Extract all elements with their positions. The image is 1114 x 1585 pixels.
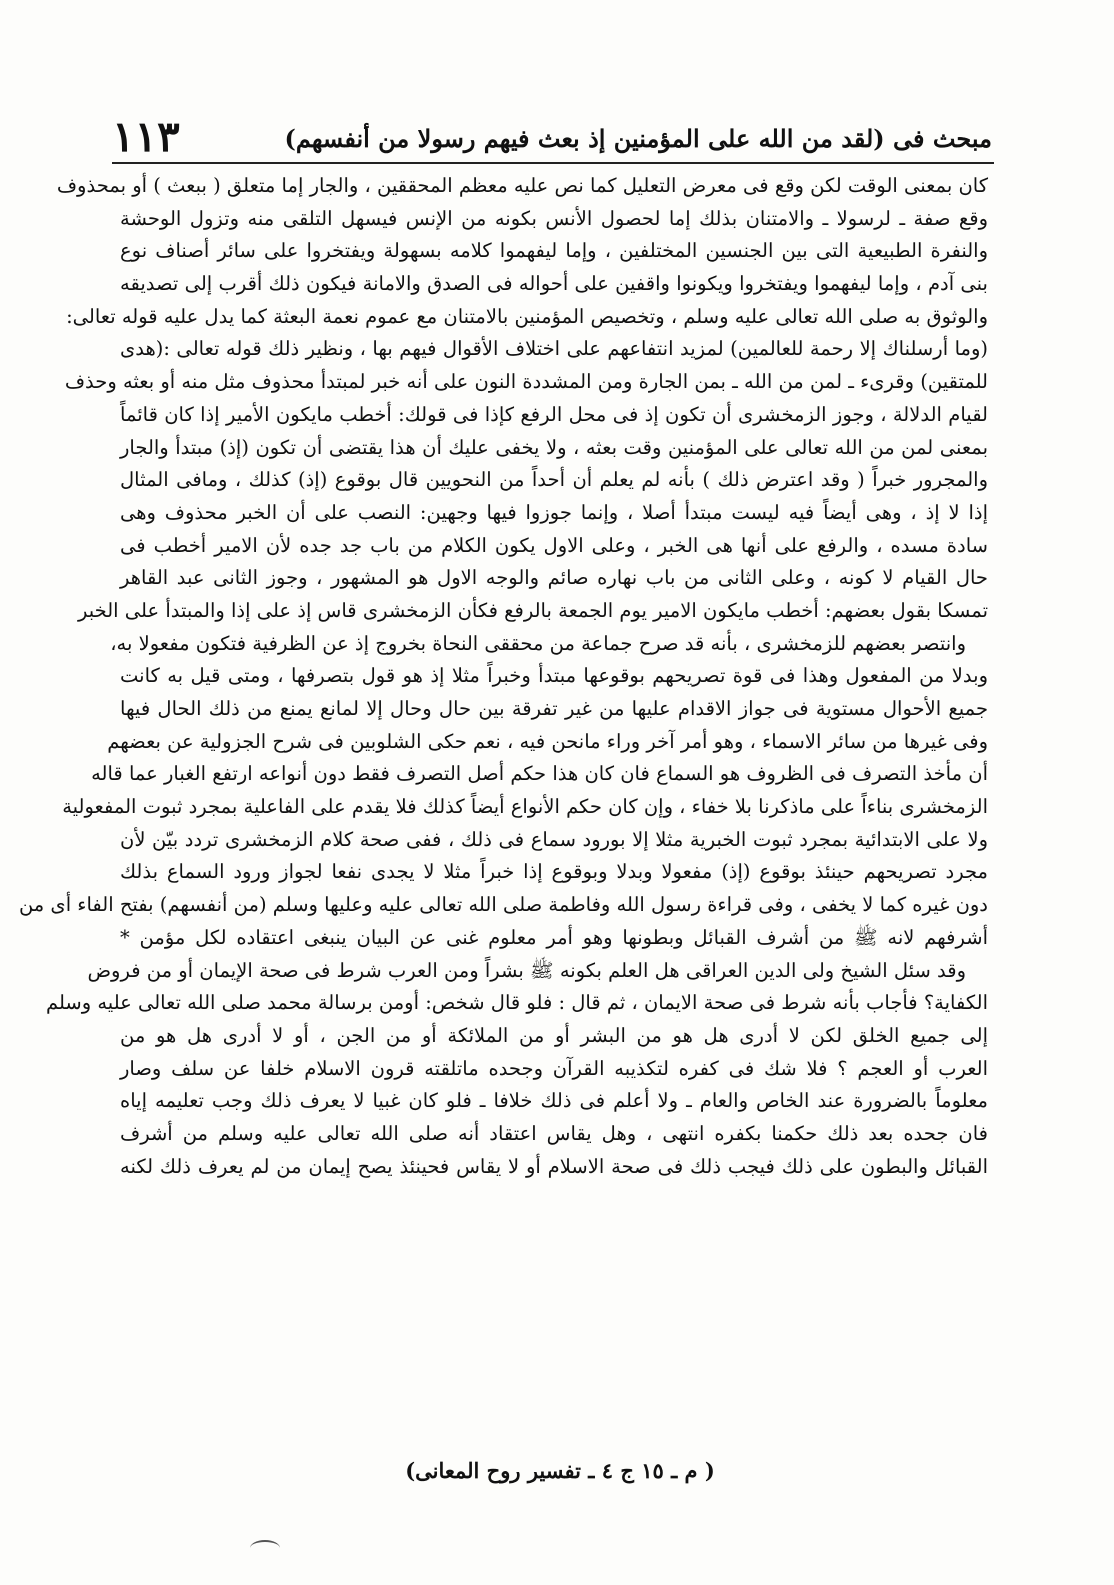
text-line: جميع الأحوال مستوية فى جواز الاقدام عليها من غير تفرقة بين حال وحال إلا لمانع يمنع من ذلك الحال فيها	[120, 697, 988, 720]
text-line: والمجرور خبراً ( وقد اعترض ذلك ) بأنه لم يعلم أن أحداً من النحويين قال بوقوع (إذ) كذلك ، ومافى المثال	[120, 468, 988, 492]
text-line: الكفاية؟ فأجاب بأنه شرط فى صحة الايمان ، ثم قال : فلو قال شخص: أومن برسالة محمد صلى الله تعالى عليه وسلم	[45, 991, 988, 1015]
text-line: ولا على الابتدائية بمجرد ثبوت الخبرية مثلا إلا بورود سماع فى ذلك ، ففى صحة كلام الزمخشرى تردد بيّن لأن	[120, 827, 988, 851]
body-text	[18, 170, 988, 1480]
text-line: سادة مسده ، والرفع على أنها هى الخبر ، وعلى الاول يكون الكلام من باب جد جده لأن الامير أخطب فى	[120, 533, 988, 557]
text-line: والنفرة الطبيعية التى بين الجنسين المختلفين ، وإما ليفهموا كلامه بسهولة ويفتخروا على سائر أصناف نوع	[120, 239, 988, 263]
scan-mark	[250, 1540, 280, 1556]
page-header	[112, 112, 992, 162]
printer-signature: ( م ـ ١٥ ج ٤ ـ تفسير روح المعانى)	[405, 1458, 715, 1483]
text-line: بنى آدم ، وإما ليفهموا ويفتخروا ويكونوا واقفين على أحواله فى الصدق والامانة فيكون ذلك أقرب إلى تصديقه	[120, 272, 988, 296]
text-line: حال القيام لا كونه ، وعلى الثانى من باب نهاره صائم والوجه الاول هو المشهور ، وجوز الثانى عبد القاهر	[120, 566, 988, 590]
text-line: القبائل والبطون على ذلك فيجب ذلك فى صحة الاسلام أو لا يقاس فحينئذ يصح إيمان من لم يعرف ذلك لكنه	[120, 1154, 988, 1178]
text-line: إذا لا إذ ، وهى أيضاً فيه ليست مبتدأ أصلا ، وإنما جوزوا فيها وجهين: النصب على أن الخبر محذوف وهى	[120, 500, 988, 524]
running-title: مبحث فى (لقد من الله على المؤمنين إذ بعث فيهم رسولا من أنفسهم)	[284, 124, 992, 153]
text-line: وقد سئل الشيخ ولى الدين العراقى هل العلم بكونه ﷺ بشراً ومن العرب شرط فى صحة الإيمان أو من فروض	[87, 958, 966, 982]
page-number: ١١٣	[112, 112, 180, 161]
text-line: الزمخشرى بناءاً على ماذكرنا بلا خفاء ، وإن كان حكم الأنواع أيضاً كذلك فلا يقدم على الفاعلية بمجرد ثبوت المفعولية	[62, 795, 988, 819]
text-line: تمسكا بقول بعضهم: أخطب مايكون الامير يوم الجمعة بالرفع فكأن الزمخشرى قاس إذ على إذا والمبتدأ على الخبر	[78, 598, 988, 622]
text-line: أشرفهم لانه ﷺ من أشرف القبائل وبطونها وهو أمر معلوم غنى عن البيان ينبغى اعتقاده لكل مؤمن *	[120, 925, 988, 949]
text-line: إلى جميع الخلق لكن لا أدرى هل هو من البشر أو من الملائكة أو من الجن ، أو لا أدرى هل هو من	[120, 1023, 988, 1047]
text-line: معلوماً بالضرورة عند الخاص والعام ـ ولا أعلم فى ذلك خلافا ـ فلو كان غبيا لا يعرف ذلك وجب تعليمه إياه	[120, 1089, 988, 1113]
text-line: دون غيره كما لا يخفى ، وفى قراءة رسول الله وفاطمة صلى الله تعالى عليه وعليها وسلم (من أنفسهم) بفتح الفاء أى من	[18, 893, 988, 917]
text-line: والوثوق به صلى الله تعالى عليه وسلم ، وتخصيص المؤمنين بالامتنان مع عموم نعمة البعثة كما يدل عليه قوله تعالى:	[66, 304, 988, 328]
text-line: أن مأخذ التصرف فى الظروف هو السماع فان كان هذا حكم أصل التصرف فقط دون أنواعه ارتفع الغبار عما قاله	[91, 762, 988, 786]
text-line: وبدلا من المفعول وهذا فى قوة تصريحهم بوقوعها مبتدأ وخبراً مثلا إذ هو قول بتصرفها ، ومتى قيل به كانت	[120, 664, 988, 688]
text-line: مجرد تصريحهم حينئذ بوقوع (إذ) مفعولا وبدلا وبوقوع إذا خبراً مثلا لا يجدى نفعا لجواز ورود السماع بذلك	[120, 860, 988, 884]
text-line: كان بمعنى الوقت لكن وقع فى معرض التعليل كما نص عليه معظم المحققين ، والجار إما متعلق ( ببعث ) أو بمحذوف	[56, 174, 988, 197]
text-line: وانتصر بعضهم للزمخشرى ، بأنه قد صرح جماعة من محققى النحاة بخروج إذ عن الظرفية فتكون مفعولا به،	[110, 631, 966, 655]
header-rule	[112, 162, 994, 164]
text-line: بمعنى لمن من الله تعالى على المؤمنين وقت بعثه ، ولا يخفى عليك أن هذا يقتضى أن تكون (إذ) مبتدأ والجار	[120, 435, 988, 459]
text-line: وقع صفة ـ لرسولا ـ والامتنان بذلك إما لحصول الأنس بكونه من الإنس فيسهل التلقى منه وتزول الوحشة	[120, 206, 988, 230]
text-line: العرب أو العجم ؟ فلا شك فى كفره لتكذيبه القرآن وجحده ماتلقته قرون الاسلام خلفا عن سلف وصار	[120, 1056, 988, 1080]
text-line: لقيام الدلالة ، وجوز الزمخشرى أن تكون إذ فى محل الرفع كإذا فى قولك: أخطب مايكون الأمير إذا كان قائماً	[120, 402, 988, 426]
text-line: وفى غيرها من سائر الاسماء ، وهو أمر آخر وراء مانحن فيه ، نعم حكى الشلوبين فى شرح الجزولية عن بعضهم	[107, 729, 988, 753]
text-line: فان جحده بعد ذلك حكمنا بكفره انتهى ، وهل يقاس اعتقاد أنه صلى الله تعالى عليه وسلم من أشرف	[120, 1121, 988, 1145]
text-line: للمتقين) وقرىء ـ لمن من الله ـ بمن الجارة ومن المشددة النون على أنه خبر لمبتدأ محذوف مثل منه أو بعثه وحذف	[64, 370, 988, 394]
text-line: (وما أرسلناك إلا رحمة للعالمين) لمزيد انتفاعهم على اختلاف الأقوال فيهم بها ، ونظير ذلك قوله تعالى :(هدى	[120, 337, 988, 361]
